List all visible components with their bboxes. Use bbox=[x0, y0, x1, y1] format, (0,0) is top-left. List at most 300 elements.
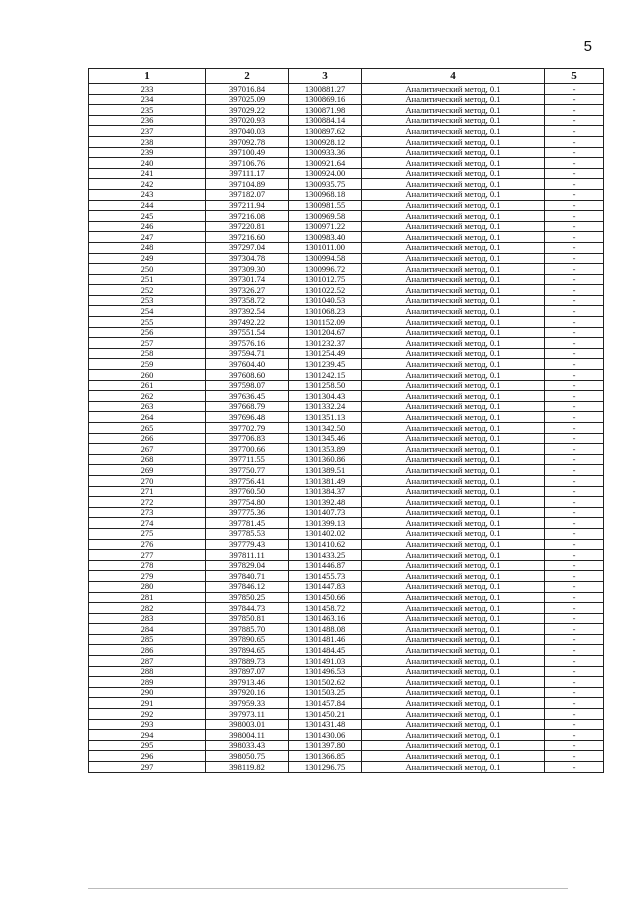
cell-method: Аналитический метод, 0.1 bbox=[362, 359, 545, 370]
cell-x: 397092.78 bbox=[206, 136, 289, 147]
cell-description: - bbox=[545, 528, 604, 539]
cell-method: Аналитический метод, 0.1 bbox=[362, 147, 545, 158]
cell-y: 1301332.24 bbox=[289, 401, 362, 412]
cell-point-number: 271 bbox=[89, 486, 206, 497]
cell-x: 397604.40 bbox=[206, 359, 289, 370]
column-header-x: 2 bbox=[206, 69, 289, 84]
cell-point-number: 264 bbox=[89, 412, 206, 423]
cell-point-number: 254 bbox=[89, 306, 206, 317]
table-row bbox=[89, 370, 604, 381]
cell-y: 1300969.58 bbox=[289, 211, 362, 222]
table-row bbox=[89, 560, 604, 571]
cell-description: - bbox=[545, 105, 604, 116]
cell-y: 1300928.12 bbox=[289, 136, 362, 147]
cell-point-number: 291 bbox=[89, 698, 206, 709]
cell-x: 397029.22 bbox=[206, 105, 289, 116]
cell-method: Аналитический метод, 0.1 bbox=[362, 550, 545, 561]
cell-x: 397829.04 bbox=[206, 560, 289, 571]
cell-x: 398003.01 bbox=[206, 719, 289, 730]
cell-method: Аналитический метод, 0.1 bbox=[362, 348, 545, 359]
cell-x: 397696.48 bbox=[206, 412, 289, 423]
table-row bbox=[89, 528, 604, 539]
cell-y: 1301502.62 bbox=[289, 677, 362, 688]
cell-description: - bbox=[545, 359, 604, 370]
cell-x: 397636.45 bbox=[206, 391, 289, 402]
cell-method: Аналитический метод, 0.1 bbox=[362, 454, 545, 465]
cell-x: 397211.94 bbox=[206, 200, 289, 211]
cell-y: 1301353.89 bbox=[289, 444, 362, 455]
cell-description: - bbox=[545, 592, 604, 603]
table-row bbox=[89, 274, 604, 285]
footer-divider bbox=[88, 888, 568, 889]
cell-method: Аналитический метод, 0.1 bbox=[362, 528, 545, 539]
cell-x: 397608.60 bbox=[206, 370, 289, 381]
cell-y: 1301491.03 bbox=[289, 656, 362, 667]
cell-point-number: 279 bbox=[89, 571, 206, 582]
cell-description: - bbox=[545, 200, 604, 211]
cell-method: Аналитический метод, 0.1 bbox=[362, 613, 545, 624]
cell-point-number: 296 bbox=[89, 751, 206, 762]
table-row bbox=[89, 338, 604, 349]
cell-x: 397216.60 bbox=[206, 232, 289, 243]
cell-method: Аналитический метод, 0.1 bbox=[362, 645, 545, 656]
cell-description: - bbox=[545, 317, 604, 328]
cell-y: 1301384.37 bbox=[289, 486, 362, 497]
table-row bbox=[89, 465, 604, 476]
header-row bbox=[89, 69, 604, 84]
cell-method: Аналитический метод, 0.1 bbox=[362, 105, 545, 116]
cell-method: Аналитический метод, 0.1 bbox=[362, 740, 545, 751]
cell-method: Аналитический метод, 0.1 bbox=[362, 158, 545, 169]
table-row bbox=[89, 634, 604, 645]
table-row bbox=[89, 454, 604, 465]
cell-method: Аналитический метод, 0.1 bbox=[362, 126, 545, 137]
cell-x: 397576.16 bbox=[206, 338, 289, 349]
cell-point-number: 238 bbox=[89, 136, 206, 147]
cell-method: Аналитический метод, 0.1 bbox=[362, 274, 545, 285]
cell-description: - bbox=[545, 338, 604, 349]
table-row bbox=[89, 571, 604, 582]
cell-point-number: 294 bbox=[89, 730, 206, 741]
cell-y: 1300881.27 bbox=[289, 84, 362, 95]
cell-method: Аналитический метод, 0.1 bbox=[362, 762, 545, 773]
cell-method: Аналитический метод, 0.1 bbox=[362, 581, 545, 592]
cell-description: - bbox=[545, 84, 604, 95]
cell-method: Аналитический метод, 0.1 bbox=[362, 709, 545, 720]
cell-x: 397358.72 bbox=[206, 295, 289, 306]
cell-method: Аналитический метод, 0.1 bbox=[362, 401, 545, 412]
cell-description: - bbox=[545, 454, 604, 465]
cell-method: Аналитический метод, 0.1 bbox=[362, 338, 545, 349]
cell-point-number: 234 bbox=[89, 94, 206, 105]
cell-y: 1301447.83 bbox=[289, 581, 362, 592]
cell-description: - bbox=[545, 656, 604, 667]
cell-description: - bbox=[545, 687, 604, 698]
cell-y: 1301152.09 bbox=[289, 317, 362, 328]
cell-description: - bbox=[545, 624, 604, 635]
cell-description: - bbox=[545, 327, 604, 338]
cell-point-number: 239 bbox=[89, 147, 206, 158]
cell-point-number: 246 bbox=[89, 221, 206, 232]
cell-x: 397104.89 bbox=[206, 179, 289, 190]
cell-description: - bbox=[545, 581, 604, 592]
cell-point-number: 253 bbox=[89, 295, 206, 306]
cell-method: Аналитический метод, 0.1 bbox=[362, 560, 545, 571]
cell-point-number: 242 bbox=[89, 179, 206, 190]
cell-method: Аналитический метод, 0.1 bbox=[362, 94, 545, 105]
cell-description: - bbox=[545, 497, 604, 508]
cell-description: - bbox=[545, 412, 604, 423]
cell-point-number: 261 bbox=[89, 380, 206, 391]
cell-y: 1301360.86 bbox=[289, 454, 362, 465]
table-row bbox=[89, 391, 604, 402]
table-row bbox=[89, 677, 604, 688]
cell-description: - bbox=[545, 221, 604, 232]
cell-method: Аналитический метод, 0.1 bbox=[362, 433, 545, 444]
cell-description: - bbox=[545, 253, 604, 264]
table-row bbox=[89, 581, 604, 592]
cell-description: - bbox=[545, 751, 604, 762]
cell-y: 1300994.58 bbox=[289, 253, 362, 264]
cell-y: 1301068.23 bbox=[289, 306, 362, 317]
cell-description: - bbox=[545, 306, 604, 317]
table-row bbox=[89, 211, 604, 222]
cell-description: - bbox=[545, 465, 604, 476]
cell-description: - bbox=[545, 475, 604, 486]
table-row bbox=[89, 126, 604, 137]
cell-point-number: 278 bbox=[89, 560, 206, 571]
cell-x: 397840.71 bbox=[206, 571, 289, 582]
cell-point-number: 243 bbox=[89, 189, 206, 200]
page-number: 5 bbox=[583, 38, 592, 55]
cell-y: 1300935.75 bbox=[289, 179, 362, 190]
cell-description: - bbox=[545, 370, 604, 381]
cell-method: Аналитический метод, 0.1 bbox=[362, 751, 545, 762]
cell-description: - bbox=[545, 264, 604, 275]
table-row bbox=[89, 136, 604, 147]
cell-description: - bbox=[545, 613, 604, 624]
table-row bbox=[89, 158, 604, 169]
table-row bbox=[89, 698, 604, 709]
cell-x: 397106.76 bbox=[206, 158, 289, 169]
cell-y: 1301455.73 bbox=[289, 571, 362, 582]
cell-y: 1301258.50 bbox=[289, 380, 362, 391]
cell-point-number: 267 bbox=[89, 444, 206, 455]
cell-point-number: 233 bbox=[89, 84, 206, 95]
cell-method: Аналитический метод, 0.1 bbox=[362, 380, 545, 391]
cell-method: Аналитический метод, 0.1 bbox=[362, 677, 545, 688]
table-row bbox=[89, 200, 604, 211]
cell-x: 397913.46 bbox=[206, 677, 289, 688]
cell-x: 397304.78 bbox=[206, 253, 289, 264]
cell-y: 1301296.75 bbox=[289, 762, 362, 773]
cell-y: 1301022.52 bbox=[289, 285, 362, 296]
cell-method: Аналитический метод, 0.1 bbox=[362, 232, 545, 243]
cell-description: - bbox=[545, 698, 604, 709]
cell-method: Аналитический метод, 0.1 bbox=[362, 84, 545, 95]
cell-method: Аналитический метод, 0.1 bbox=[362, 317, 545, 328]
cell-x: 397811.11 bbox=[206, 550, 289, 561]
cell-method: Аналитический метод, 0.1 bbox=[362, 391, 545, 402]
cell-point-number: 274 bbox=[89, 518, 206, 529]
cell-description: - bbox=[545, 285, 604, 296]
cell-description: - bbox=[545, 560, 604, 571]
cell-y: 1301304.43 bbox=[289, 391, 362, 402]
cell-method: Аналитический метод, 0.1 bbox=[362, 221, 545, 232]
cell-method: Аналитический метод, 0.1 bbox=[362, 189, 545, 200]
cell-y: 1301392.48 bbox=[289, 497, 362, 508]
cell-point-number: 266 bbox=[89, 433, 206, 444]
cell-y: 1301496.53 bbox=[289, 666, 362, 677]
cell-y: 1300871.98 bbox=[289, 105, 362, 116]
cell-method: Аналитический метод, 0.1 bbox=[362, 571, 545, 582]
cell-x: 397551.54 bbox=[206, 327, 289, 338]
table-row bbox=[89, 189, 604, 200]
cell-method: Аналитический метод, 0.1 bbox=[362, 603, 545, 614]
cell-point-number: 244 bbox=[89, 200, 206, 211]
cell-y: 1300869.16 bbox=[289, 94, 362, 105]
cell-method: Аналитический метод, 0.1 bbox=[362, 370, 545, 381]
cell-method: Аналитический метод, 0.1 bbox=[362, 264, 545, 275]
cell-description: - bbox=[545, 401, 604, 412]
cell-method: Аналитический метод, 0.1 bbox=[362, 306, 545, 317]
cell-point-number: 273 bbox=[89, 507, 206, 518]
cell-y: 1301397.80 bbox=[289, 740, 362, 751]
cell-point-number: 297 bbox=[89, 762, 206, 773]
table-row bbox=[89, 253, 604, 264]
cell-x: 397025.09 bbox=[206, 94, 289, 105]
table-row bbox=[89, 687, 604, 698]
cell-y: 1301345.46 bbox=[289, 433, 362, 444]
table-row bbox=[89, 444, 604, 455]
cell-description: - bbox=[545, 518, 604, 529]
column-header-method: 4 bbox=[362, 69, 545, 84]
table-row bbox=[89, 380, 604, 391]
cell-x: 397846.12 bbox=[206, 581, 289, 592]
cell-point-number: 295 bbox=[89, 740, 206, 751]
cell-description: - bbox=[545, 391, 604, 402]
cell-point-number: 276 bbox=[89, 539, 206, 550]
cell-description: - bbox=[545, 730, 604, 741]
cell-point-number: 265 bbox=[89, 423, 206, 434]
column-header-y: 3 bbox=[289, 69, 362, 84]
table-row bbox=[89, 84, 604, 95]
cell-description: - bbox=[545, 232, 604, 243]
cell-y: 1301342.50 bbox=[289, 423, 362, 434]
cell-x: 397890.65 bbox=[206, 634, 289, 645]
cell-description: - bbox=[545, 740, 604, 751]
cell-y: 1300924.00 bbox=[289, 168, 362, 179]
cell-point-number: 255 bbox=[89, 317, 206, 328]
cell-point-number: 241 bbox=[89, 168, 206, 179]
cell-y: 1300981.55 bbox=[289, 200, 362, 211]
cell-y: 1301488.08 bbox=[289, 624, 362, 635]
cell-x: 397016.84 bbox=[206, 84, 289, 95]
column-header-description: 5 bbox=[545, 69, 604, 84]
cell-y: 1301232.37 bbox=[289, 338, 362, 349]
cell-x: 397702.79 bbox=[206, 423, 289, 434]
cell-method: Аналитический метод, 0.1 bbox=[362, 179, 545, 190]
cell-method: Аналитический метод, 0.1 bbox=[362, 168, 545, 179]
cell-y: 1300933.36 bbox=[289, 147, 362, 158]
cell-description: - bbox=[545, 433, 604, 444]
table-row bbox=[89, 550, 604, 561]
cell-point-number: 290 bbox=[89, 687, 206, 698]
table-row bbox=[89, 740, 604, 751]
cell-x: 397779.43 bbox=[206, 539, 289, 550]
cell-y: 1301389.51 bbox=[289, 465, 362, 476]
cell-method: Аналитический метод, 0.1 bbox=[362, 444, 545, 455]
cell-point-number: 268 bbox=[89, 454, 206, 465]
cell-description: - bbox=[545, 709, 604, 720]
cell-y: 1301381.49 bbox=[289, 475, 362, 486]
cell-point-number: 260 bbox=[89, 370, 206, 381]
cell-x: 397594.71 bbox=[206, 348, 289, 359]
table-row bbox=[89, 518, 604, 529]
cell-description: - bbox=[545, 242, 604, 253]
cell-method: Аналитический метод, 0.1 bbox=[362, 327, 545, 338]
table-row bbox=[89, 719, 604, 730]
cell-method: Аналитический метод, 0.1 bbox=[362, 465, 545, 476]
cell-point-number: 275 bbox=[89, 528, 206, 539]
cell-y: 1301242.15 bbox=[289, 370, 362, 381]
cell-description: - bbox=[545, 571, 604, 582]
table-row bbox=[89, 401, 604, 412]
cell-point-number: 247 bbox=[89, 232, 206, 243]
cell-x: 398119.82 bbox=[206, 762, 289, 773]
cell-x: 397182.07 bbox=[206, 189, 289, 200]
cell-x: 397750.77 bbox=[206, 465, 289, 476]
cell-point-number: 292 bbox=[89, 709, 206, 720]
cell-method: Аналитический метод, 0.1 bbox=[362, 666, 545, 677]
cell-x: 397897.07 bbox=[206, 666, 289, 677]
cell-y: 1301402.02 bbox=[289, 528, 362, 539]
table-row bbox=[89, 423, 604, 434]
table-row bbox=[89, 168, 604, 179]
cell-method: Аналитический метод, 0.1 bbox=[362, 634, 545, 645]
cell-x: 397785.53 bbox=[206, 528, 289, 539]
cell-x: 397920.16 bbox=[206, 687, 289, 698]
cell-description: - bbox=[545, 147, 604, 158]
cell-y: 1301457.84 bbox=[289, 698, 362, 709]
cell-x: 397392.54 bbox=[206, 306, 289, 317]
table-row bbox=[89, 285, 604, 296]
table-row bbox=[89, 486, 604, 497]
cell-x: 398050.75 bbox=[206, 751, 289, 762]
cell-method: Аналитический метод, 0.1 bbox=[362, 592, 545, 603]
cell-point-number: 282 bbox=[89, 603, 206, 614]
cell-method: Аналитический метод, 0.1 bbox=[362, 285, 545, 296]
cell-description: - bbox=[545, 666, 604, 677]
cell-x: 397309.30 bbox=[206, 264, 289, 275]
table-row bbox=[89, 94, 604, 105]
cell-method: Аналитический метод, 0.1 bbox=[362, 719, 545, 730]
cell-method: Аналитический метод, 0.1 bbox=[362, 253, 545, 264]
cell-point-number: 285 bbox=[89, 634, 206, 645]
cell-description: - bbox=[545, 211, 604, 222]
cell-y: 1300996.72 bbox=[289, 264, 362, 275]
cell-y: 1301040.53 bbox=[289, 295, 362, 306]
table-row bbox=[89, 709, 604, 720]
cell-point-number: 280 bbox=[89, 581, 206, 592]
cell-y: 1301011.00 bbox=[289, 242, 362, 253]
table-row bbox=[89, 327, 604, 338]
cell-x: 397598.07 bbox=[206, 380, 289, 391]
table-row bbox=[89, 242, 604, 253]
cell-x: 397959.33 bbox=[206, 698, 289, 709]
cell-point-number: 284 bbox=[89, 624, 206, 635]
cell-x: 397850.81 bbox=[206, 613, 289, 624]
cell-point-number: 277 bbox=[89, 550, 206, 561]
cell-point-number: 286 bbox=[89, 645, 206, 656]
cell-description: - bbox=[545, 94, 604, 105]
table-row bbox=[89, 730, 604, 741]
cell-method: Аналитический метод, 0.1 bbox=[362, 539, 545, 550]
cell-method: Аналитический метод, 0.1 bbox=[362, 136, 545, 147]
cell-point-number: 235 bbox=[89, 105, 206, 116]
cell-point-number: 240 bbox=[89, 158, 206, 169]
cell-point-number: 237 bbox=[89, 126, 206, 137]
cell-method: Аналитический метод, 0.1 bbox=[362, 423, 545, 434]
cell-point-number: 256 bbox=[89, 327, 206, 338]
table-row bbox=[89, 232, 604, 243]
cell-x: 397754.80 bbox=[206, 497, 289, 508]
table-body bbox=[89, 84, 604, 773]
cell-x: 397781.45 bbox=[206, 518, 289, 529]
cell-point-number: 249 bbox=[89, 253, 206, 264]
table-row bbox=[89, 645, 604, 656]
cell-method: Аналитический метод, 0.1 bbox=[362, 730, 545, 741]
table-row bbox=[89, 359, 604, 370]
cell-point-number: 269 bbox=[89, 465, 206, 476]
cell-point-number: 252 bbox=[89, 285, 206, 296]
cell-y: 1300983.40 bbox=[289, 232, 362, 243]
table-row bbox=[89, 613, 604, 624]
coordinates-table bbox=[88, 68, 604, 773]
cell-method: Аналитический метод, 0.1 bbox=[362, 507, 545, 518]
cell-y: 1301450.66 bbox=[289, 592, 362, 603]
cell-x: 397760.50 bbox=[206, 486, 289, 497]
cell-method: Аналитический метод, 0.1 bbox=[362, 624, 545, 635]
cell-x: 397711.55 bbox=[206, 454, 289, 465]
cell-method: Аналитический метод, 0.1 bbox=[362, 200, 545, 211]
cell-point-number: 272 bbox=[89, 497, 206, 508]
cell-point-number: 270 bbox=[89, 475, 206, 486]
cell-point-number: 283 bbox=[89, 613, 206, 624]
cell-method: Аналитический метод, 0.1 bbox=[362, 497, 545, 508]
cell-description: - bbox=[545, 603, 604, 614]
cell-y: 1301431.48 bbox=[289, 719, 362, 730]
table-row bbox=[89, 433, 604, 444]
cell-x: 397492.22 bbox=[206, 317, 289, 328]
cell-method: Аналитический метод, 0.1 bbox=[362, 295, 545, 306]
cell-y: 1301503.25 bbox=[289, 687, 362, 698]
cell-point-number: 258 bbox=[89, 348, 206, 359]
cell-x: 398004.11 bbox=[206, 730, 289, 741]
cell-method: Аналитический метод, 0.1 bbox=[362, 518, 545, 529]
cell-point-number: 259 bbox=[89, 359, 206, 370]
table-row bbox=[89, 762, 604, 773]
cell-x: 397775.36 bbox=[206, 507, 289, 518]
table-row bbox=[89, 412, 604, 423]
table-row bbox=[89, 751, 604, 762]
table-row bbox=[89, 105, 604, 116]
cell-description: - bbox=[545, 380, 604, 391]
cell-y: 1300897.62 bbox=[289, 126, 362, 137]
cell-point-number: 251 bbox=[89, 274, 206, 285]
cell-y: 1300971.22 bbox=[289, 221, 362, 232]
cell-description: - bbox=[545, 348, 604, 359]
